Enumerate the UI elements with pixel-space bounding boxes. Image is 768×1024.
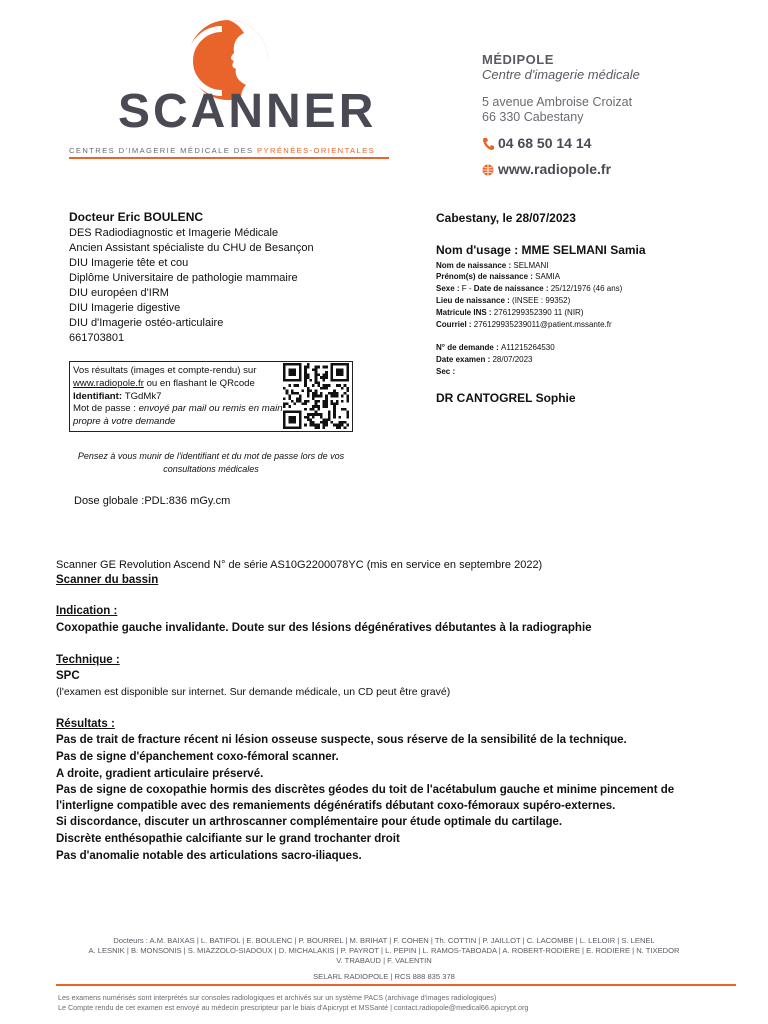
results-access-line1: Vos résultats (images et compte-rendu) sur	[73, 365, 257, 376]
footer-divider	[56, 984, 736, 986]
patient-ins: Matricule INS : 2761299352390 11 (NIR)	[436, 308, 584, 317]
exam-date: Date examen : 28/07/2023	[436, 355, 533, 364]
identifiant-value: TGdMk7	[124, 390, 162, 402]
logo-divider	[69, 157, 389, 159]
footer-doctors-line2: A. LESNIK | B. MONSONIS | S. MIAZZOLO-SIADOUX | D. MICHALAKIS | P. PAYROT | L. PEPIN | L. RAMOS-TABOADA | A. ROBERT-RODIERE | E. RODIERE | N. TIXEDOR	[88, 946, 680, 955]
globe-icon	[482, 164, 494, 176]
results-access-text: Vos résultats (images et compte-rendu) sur www.radiopole.fr ou en flashant le QRcode Identifiant: TGdMk7 Mot de passe : envoyé par mail ou remis en main propre à votre demande	[73, 365, 283, 428]
result-line: l'interligne compatible avec des remaniements dégénératifs débutant coxo-fémoraux supéro-externes.	[56, 800, 616, 812]
result-line: A droite, gradient articulaire préservé.	[56, 768, 264, 780]
exam-title: Scanner du bassin	[56, 574, 159, 586]
footer-company: SELARL RADIOPOLE | RCS 888 835 378	[313, 972, 455, 981]
patient-usage-name: Nom d'usage : MME SELMANI Samia	[436, 243, 646, 257]
indication-heading: Indication :	[56, 605, 118, 617]
center-website-link[interactable]: www.radiopole.fr	[498, 161, 612, 177]
doctor-name: Docteur Eric BOULENC	[69, 210, 204, 224]
device-info: Scanner GE Revolution Ascend N° de série AS10G2200078YC (mis en service en septembre 2022)	[56, 559, 543, 571]
technique-note: (l'examen est disponible sur internet. Sur demande médicale, un CD peut être gravé)	[56, 686, 451, 698]
footer-doctors-line1: Docteurs : A.M. BAIXAS | L. BATIFOL | E. BOULENC | P. BOURREL | M. BRIHAT | F. COHEN | Th. COTTIN | P. JAILLOT | C. LACOMBE | L. LELOIR | S. LENEL	[113, 936, 655, 945]
result-line: Pas de trait de fracture récent ni lésion osseuse suspecte, sous réserve de la sensibilité de la technique.	[56, 734, 627, 746]
dose-value: Dose globale :PDL:836 mGy.cm	[74, 495, 231, 507]
patient-birth-place: Lieu de naissance : (INSEE : 99352)	[436, 296, 571, 305]
logo-wordmark: SCANNER	[118, 85, 377, 138]
footer-doctors-line3: V. TRABAUD | F. VALENTIN	[336, 956, 432, 965]
request-number: N° de demande : A11215264530	[436, 343, 555, 352]
doctor-credential: DIU d'Imagerie ostéo-articulaire	[69, 317, 224, 329]
technique-text: SPC	[56, 670, 80, 682]
center-subtitle: Centre d'imagerie médicale	[482, 67, 640, 82]
indication-text: Coxopathie gauche invalidante. Doute sur des lésions dégénératives débutantes à la radiographie	[56, 622, 592, 634]
patient-email: Courriel : 276129935239011@patient.mssante.fr	[436, 320, 612, 329]
patient-birth-name: Nom de naissance : SELMANI	[436, 261, 549, 270]
footer-note-transmission: Le Compte rendu de cet examen est envoyé au médecin prescripteur par le biais d'Apicrypt et MSSanté | contact.radiopole@medical66.apicrypt.org	[58, 1003, 529, 1012]
credentials-reminder: Pensez à vous munir de l'identifiant et du mot de passe lors de vos consultations médicales	[77, 451, 345, 474]
doctor-credential: DIU européen d'IRM	[69, 287, 169, 299]
doctor-credential: DIU Imagerie tête et cou	[69, 257, 189, 269]
result-line: Pas de signe d'épanchement coxo-fémoral scanner.	[56, 751, 339, 763]
place-date: Cabestany, le 28/07/2023	[436, 211, 576, 225]
secretary: Sec :	[436, 367, 456, 376]
result-line: Pas de signe de coxopathie hormis des discrètes géodes du toit de l'acétabulum gauche et minime pincement de	[56, 784, 675, 796]
results-heading: Résultats :	[56, 718, 115, 730]
center-name: MÉDIPOLE	[482, 52, 554, 67]
doctor-credential: DES Radiodiagnostic et Imagerie Médicale	[69, 227, 279, 239]
center-address-line1: 5 avenue Ambroise Croizat	[482, 95, 633, 109]
doctor-credential: DIU Imagerie digestive	[69, 302, 181, 314]
footer-note-pacs: Les examens numérisés sont interprétés sur consoles radiologiques et archivés sur un système PACS (archivage d'images radiologiques)	[58, 993, 497, 1002]
phone-icon	[482, 137, 494, 151]
password-note: envoyé par mail ou remis en main propre à votre demande	[73, 403, 283, 428]
result-line: Si discordance, discuter un arthroscanner complémentaire pour étude optimale du cartilage.	[56, 816, 563, 828]
technique-heading: Technique :	[56, 654, 120, 666]
center-phone: 04 68 50 14 14	[498, 135, 592, 151]
patient-first-name: Prénom(s) de naissance : SAMIA	[436, 272, 561, 281]
center-address-line2: 66 330 Cabestany	[482, 110, 584, 124]
doctor-credential: Ancien Assistant spécialiste du CHU de Besançon	[69, 242, 314, 254]
doctor-credential: Diplôme Universitaire de pathologie mammaire	[69, 272, 298, 284]
logo-tagline: CENTRES D'IMAGERIE MÉDICALE DES PYRÉNÉES-ORIENTALES	[69, 146, 376, 155]
result-line: Discrète enthésopathie calcifiante sur le grand trochanter droit	[56, 833, 400, 845]
referring-doctor: DR CANTOGREL Sophie	[436, 391, 576, 405]
radiopole-link[interactable]: www.radiopole.fr	[73, 377, 144, 389]
doctor-rpps-number: 661703801	[69, 332, 125, 344]
result-line: Pas d'anomalie notable des articulations sacro-iliaques.	[56, 850, 362, 862]
qr-code-icon[interactable]	[282, 363, 350, 429]
patient-sex-dob: Sexe : F - Date de naissance : 25/12/1976 (46 ans)	[436, 284, 623, 293]
